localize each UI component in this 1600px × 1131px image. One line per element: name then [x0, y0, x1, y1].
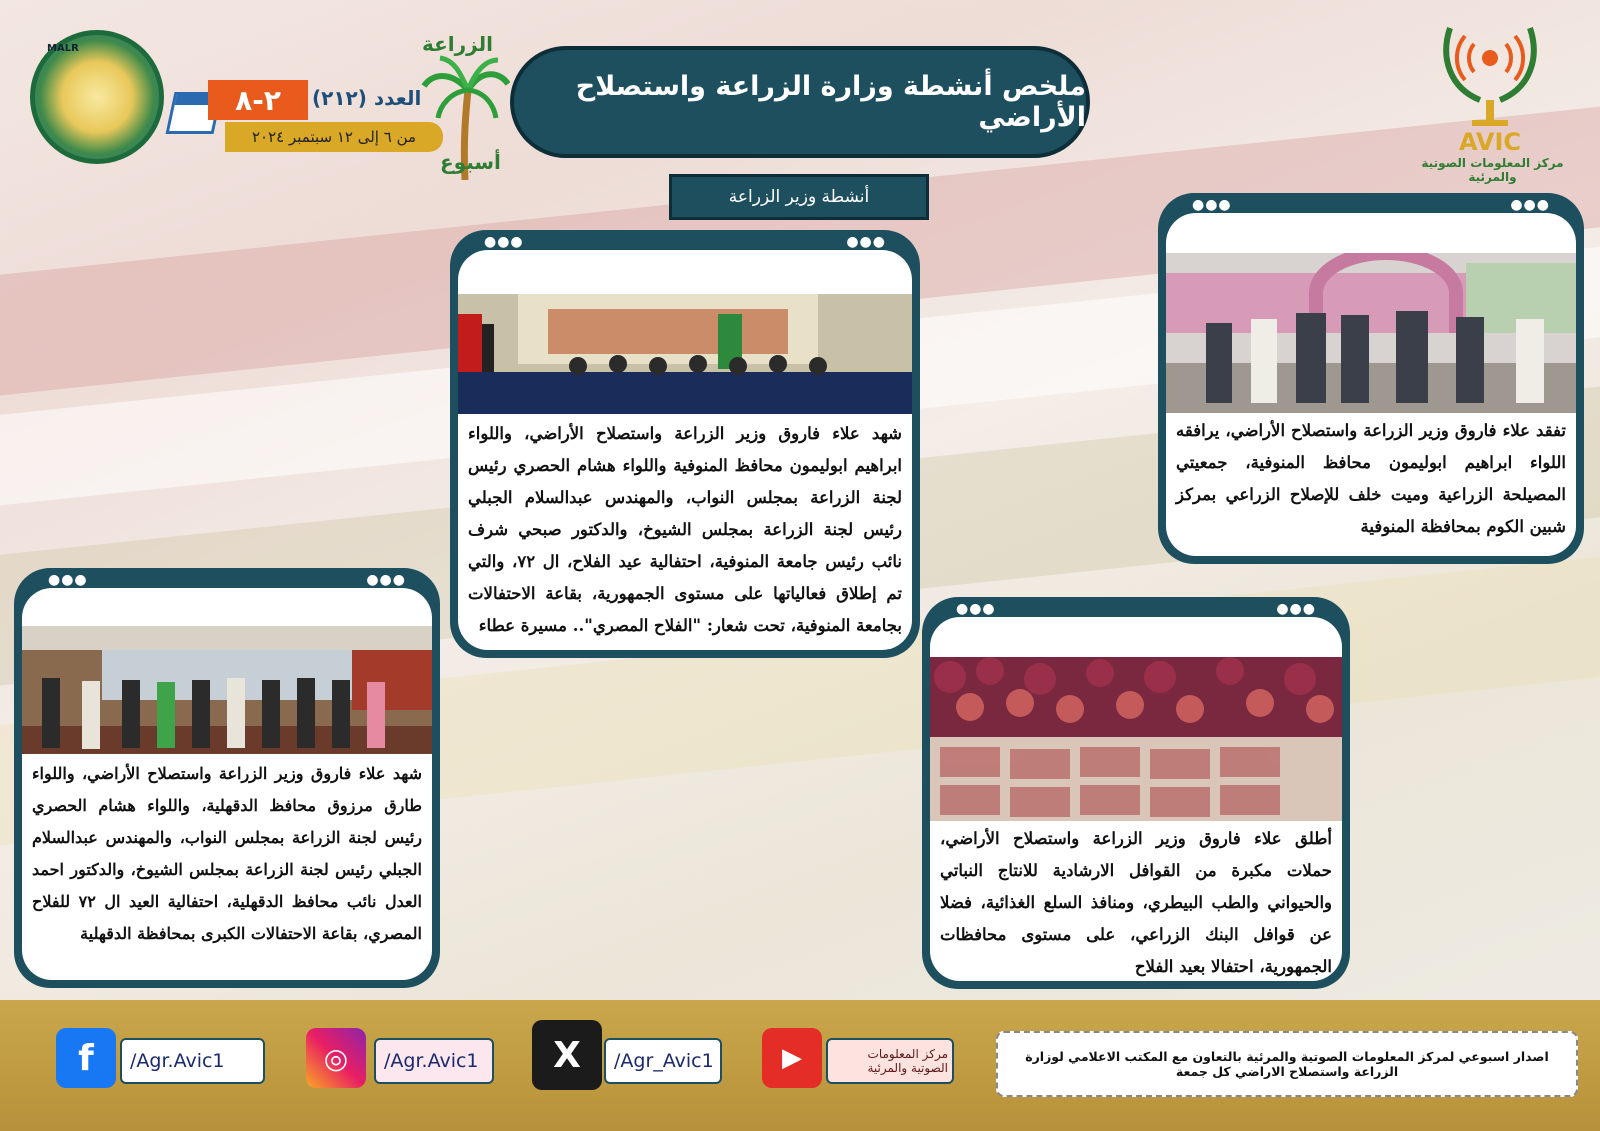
issue-label: العدد (٢١٢): [312, 86, 422, 110]
card-bottom: [922, 597, 1350, 989]
date-range: من ٦ إلى ١٢ سبتمبر ٢٠٢٤: [225, 122, 443, 152]
avic-logo-icon: [1410, 8, 1570, 178]
photo-dakahlia-ceremony: [22, 626, 432, 754]
x-link[interactable]: [532, 1028, 732, 1088]
card-dots-icon: ●●●: [1276, 601, 1316, 617]
brand-word-bottom: أسبوع: [440, 150, 501, 174]
section-title: أنشطة وزير الزراعة: [669, 174, 929, 220]
photo-produce-market: [930, 657, 1342, 821]
card-center-text: شهد علاء فاروق وزير الزراعة واستصلاح الأراضي، واللواء ابراهيم ابوليمون محافظ المنوفية واللواء هشام الحصري رئيس لجنة الزراعة بمجلس النواب، والمهندس عبدالسلام الجبلي رئيس لجنة الزراعة بمجلس الشيوخ، والدكتور صبحي شرف نائب رئيس جامعة المنوفية، احتفالية عيد الفلاح، ال ٧٢، والتي تم إطلاق فعالياتها على مستوى الجمهورية، بقاعة الاحتفالات بجامعة المنوفية، تحت شعار: "الفلاح المصري".. مسيرة عطاء: [468, 424, 902, 635]
photo-feast-celebration: [458, 294, 912, 414]
card-center: [450, 230, 920, 658]
x-icon: X: [532, 1020, 602, 1090]
brand-word-top: الزراعة: [422, 32, 493, 56]
facebook-link[interactable]: [40, 1028, 270, 1088]
facebook-icon: f: [56, 1028, 116, 1088]
card-bottom-text: أطلق علاء فاروق وزير الزراعة واستصلاح الأراضي، حملات مكبرة من القوافل الارشادية للانتاج النباتي والحيواني والطب البيطري، ومنافذ السلع الغذائية، فضلا عن قوافل البنك الزراعي، على مستوى محافظات الجمهورية، احتفالا بعيد الفلاح: [940, 829, 1332, 976]
instagram-link[interactable]: [296, 1028, 506, 1088]
card-dots-icon: ●●●: [1192, 197, 1232, 213]
issue-block: [170, 80, 450, 160]
youtube-icon: ▶: [762, 1028, 822, 1088]
card-right-text: تفقد علاء فاروق وزير الزراعة واستصلاح الأراضي، يرافقه اللواء ابراهيم ابوليمون محافظ المنوفية، جمعيتي المصيلحة الزراعية وميت خلف للإصلاح الزراعي بمركز شبين الكوم بمحافظة المنوفية: [1176, 421, 1566, 536]
youtube-label[interactable]: مركز المعلومات الصوتية والمرئية: [826, 1038, 954, 1084]
footer-note: اصدار اسبوعي لمركز المعلومات الصوتية والمرئية بالتعاون مع المكتب الاعلامي لوزارة الزراعة واستصلاح الاراضي كل جمعة: [996, 1031, 1578, 1097]
facebook-handle[interactable]: /Agr.Avic1: [120, 1038, 265, 1084]
card-dots-icon: ●●●: [846, 234, 886, 250]
photo-field-visit: [1166, 253, 1576, 413]
card-dots-icon: ●●●: [956, 601, 996, 617]
avic-caption: مركز المعلومات الصوتية والمرئية: [1421, 156, 1564, 184]
card-dots-icon: ●●●: [1510, 197, 1550, 213]
youtube-link[interactable]: [762, 1028, 962, 1088]
page-title: ملخص أنشطة وزارة الزراعة واستصلاح الأراضي: [510, 46, 1090, 158]
card-right: [1158, 193, 1584, 564]
ministry-logo-text: MALR: [47, 43, 79, 54]
card-dots-icon: ●●●: [48, 572, 88, 588]
avic-logo-text: AVIC: [1458, 128, 1522, 156]
card-dots-icon: ●●●: [484, 234, 524, 250]
card-dots-icon: ●●●: [366, 572, 406, 588]
ministry-logo: [30, 30, 164, 164]
card-left-text: شهد علاء فاروق وزير الزراعة واستصلاح الأراضي، واللواء طارق مرزوق محافظ الدقهلية، واللواء هشام الحصري رئيس لجنة الزراعة بمجلس النواب، والمهندس عبدالسلام الجبلي رئيس لجنة الزراعة بمجلس الشيوخ، والدكتور احمد العدل نائب محافظ الدقهلية، احتفالية العيد ال ٧٢ للفلاح المصري، بقاعة الاحتفالات الكبرى بمحافظة الدقهلية: [32, 764, 423, 943]
instagram-handle[interactable]: /Agr.Avic1: [374, 1038, 494, 1084]
issue-number: ٢-٨: [208, 80, 308, 120]
card-left: [14, 568, 440, 988]
instagram-icon: ◎: [306, 1028, 366, 1088]
x-handle[interactable]: /Agr_Avic1: [604, 1038, 722, 1084]
